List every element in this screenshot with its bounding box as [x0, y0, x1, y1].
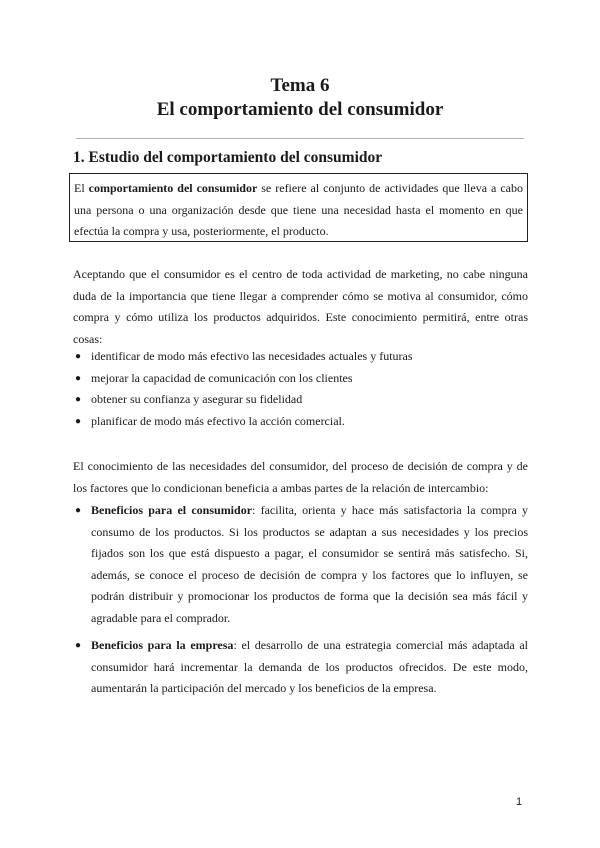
list-item: ● obtener su confianza y asegurar su fidelidad — [73, 389, 528, 411]
list-item-title: Beneficios para la empresa — [91, 638, 234, 652]
bullet-icon: ● — [75, 372, 82, 384]
list-item-text: : facilita, orienta y hace más satisfactoria la compra y consumo de los productos. Si los productos se adaptan a sus necesidades y los precios fijados son los que está dispuesto a pagar, el consumidor se sentirá más satisfecho. Si, además, se conoce el proceso de decisión de compra y los factores que lo influyen, se podrán distribuir y promocionar los productos de forma que la decisión sea más fácil y agradable para el comprador. — [91, 503, 529, 625]
definition-term: comportamiento del consumidor — [88, 181, 258, 195]
benefits-list — [73, 346, 528, 432]
bullet-icon: ● — [75, 351, 82, 362]
list-item: ● mejorar la capacidad de comunicación con los clientes — [73, 368, 528, 390]
topic-number: Tema 6 — [270, 75, 330, 96]
list-item-company — [73, 635, 528, 700]
bullet-icon: ● — [75, 415, 82, 427]
title-divider — [76, 138, 524, 139]
list-item-text: : el desarrollo de una estrategia comercial más adaptada al consumidor hará incrementar la demanda de los productos ofrecidos. De este modo, aumentarán la participación del mercado y los beneficios de la empresa. — [91, 638, 528, 695]
list-item-consumer — [73, 500, 528, 629]
page-title: El comportamiento del consumidor — [156, 99, 444, 120]
definition-prefix: El — [74, 181, 89, 195]
bullet-icon: ● — [75, 640, 82, 651]
definition-body: se refiere al conjunto de actividades que lleva a cabo una persona o una organización desde que tiene una necesidad hasta el momento en que efectúa la compra y usa, posteriormente, el producto. — [74, 181, 523, 238]
exchange-paragraph: El conocimiento de las necesidades del consumidor, del proceso de decisión de compra y de los factores que lo condicionan beneficia a ambas partes de la relación de intercambio: — [73, 459, 528, 495]
bullet-icon: ● — [75, 394, 82, 405]
definition-text — [74, 178, 523, 243]
list-item: ● identificar de modo más efectivo las necesidades actuales y futuras — [73, 346, 528, 368]
parties-benefits-list — [73, 500, 528, 706]
list-item-title: Beneficios para el consumidor — [91, 503, 253, 517]
definition-box — [69, 173, 528, 242]
page-number: 1 — [516, 796, 523, 808]
bullet-icon: ● — [75, 505, 82, 516]
list-item: ● planificar de modo más efectivo la acción comercial. — [73, 411, 528, 433]
section-heading: 1. Estudio del comportamiento del consumidor — [73, 149, 383, 166]
intro-paragraph: Aceptando que el consumidor es el centro de toda actividad de marketing, no cabe ninguna duda de la importancia que tiene llegar a comprender cómo se motiva al consumidor, cómo compra y cómo utiliza los productos adquiridos. Este conocimiento permitirá, entre otras cosas: — [73, 267, 528, 346]
